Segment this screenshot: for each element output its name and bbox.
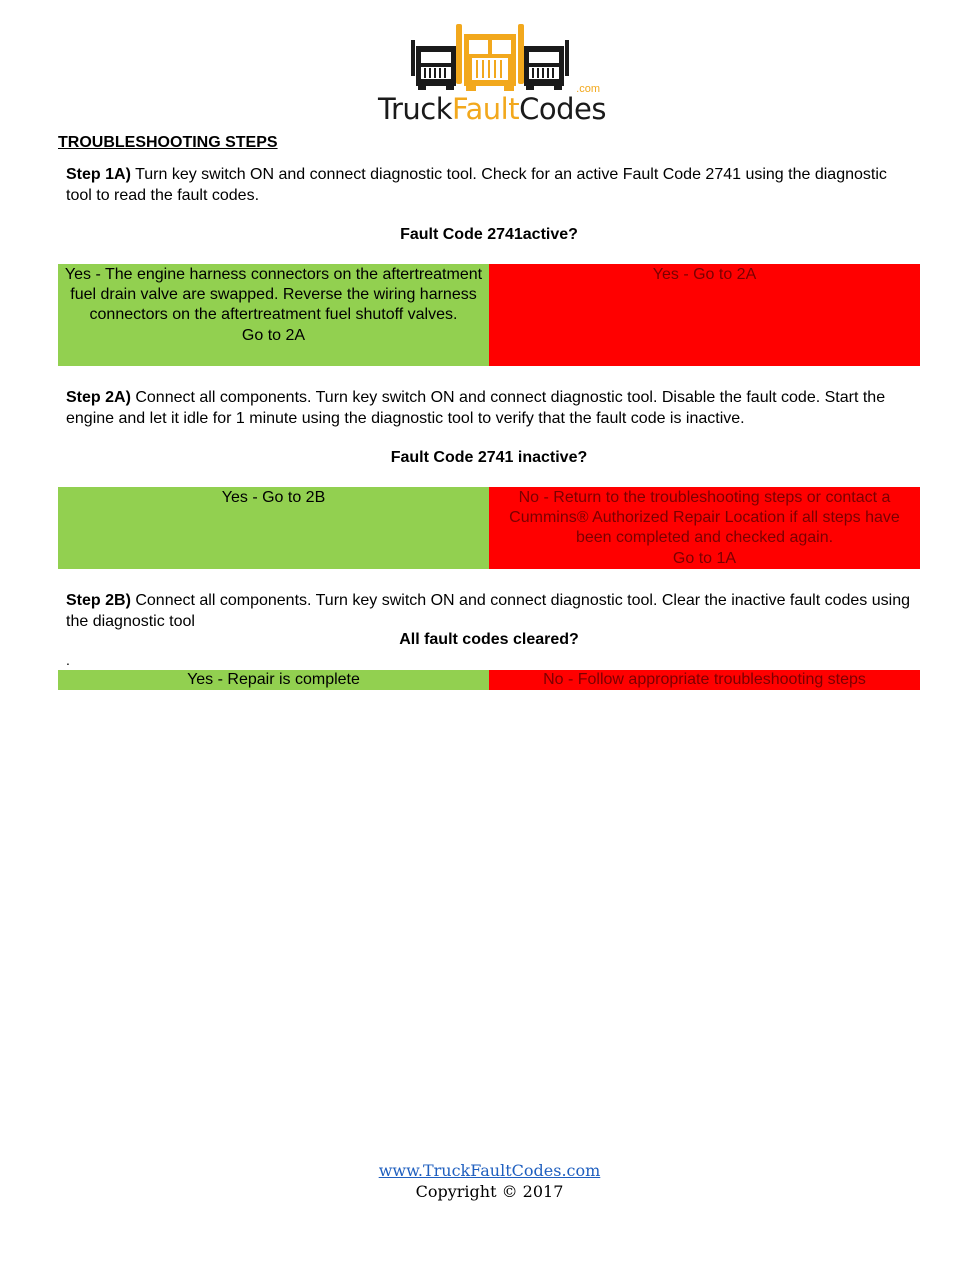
answer-row-2b xyxy=(58,670,920,690)
truck-icon xyxy=(378,20,602,92)
question-2a: Fault Code 2741 inactive? xyxy=(390,449,588,466)
step-label: Step 1A) xyxy=(66,166,131,183)
step-1a xyxy=(66,164,916,206)
step-2b xyxy=(66,590,916,632)
answer-row-2a xyxy=(58,487,920,569)
website-link[interactable]: www.TruckFaultCodes.com xyxy=(378,1161,601,1180)
answer-yes: Yes - Go to 2B xyxy=(58,487,489,569)
answer-yes: Yes - The engine harness connectors on the aftertreatment fuel drain valve are swapped. Reverse the wiring harness connectors on the aftertreatment fuel shutoff valves. Go to 2A xyxy=(58,264,489,366)
answer-no: No - Return to the troubleshooting steps or contact a Cummins® Authorized Repair Location if all steps have been completed and checked again. Go to 1A xyxy=(489,487,920,569)
step-label: Step 2B) xyxy=(66,592,131,609)
question-2b: All fault codes cleared? xyxy=(399,631,579,648)
logo-word-truck: Truck xyxy=(378,92,452,126)
answer-no: No - Follow appropriate troubleshooting steps xyxy=(489,670,920,690)
section-title: TROUBLESHOOTING STEPS xyxy=(58,134,278,151)
step-2a xyxy=(66,387,916,429)
logo-com-suffix: .com xyxy=(576,83,600,95)
stray-dot: . xyxy=(66,652,70,668)
step-text: Turn key switch ON and connect diagnostic tool. Check for an active Fault Code 2741 using the diagnostic tool to read the fault codes. xyxy=(66,166,887,204)
logo-word-codes: Codes xyxy=(519,92,606,126)
step-label: Step 2A) xyxy=(66,389,131,406)
answer-yes: Yes - Repair is complete xyxy=(58,670,489,690)
logo-word-fault: Fault xyxy=(452,92,520,126)
answer-row-1a xyxy=(58,264,920,366)
logo-wordmark xyxy=(378,92,606,126)
answer-no: Yes - Go to 2A xyxy=(489,264,920,366)
copyright-text: Copyright © 2017 xyxy=(415,1182,564,1201)
step-text: Connect all components. Turn key switch ON and connect diagnostic tool. Clear the inactive fault codes using the diagnostic tool xyxy=(66,592,910,630)
step-text: Connect all components. Turn key switch ON and connect diagnostic tool. Disable the fault code. Start the engine and let it idle for 1 minute using the diagnostic tool to verify that the fault code is inactive. xyxy=(66,389,886,427)
question-1a: Fault Code 2741active? xyxy=(400,226,578,243)
truckfaultcodes-logo xyxy=(378,20,606,130)
